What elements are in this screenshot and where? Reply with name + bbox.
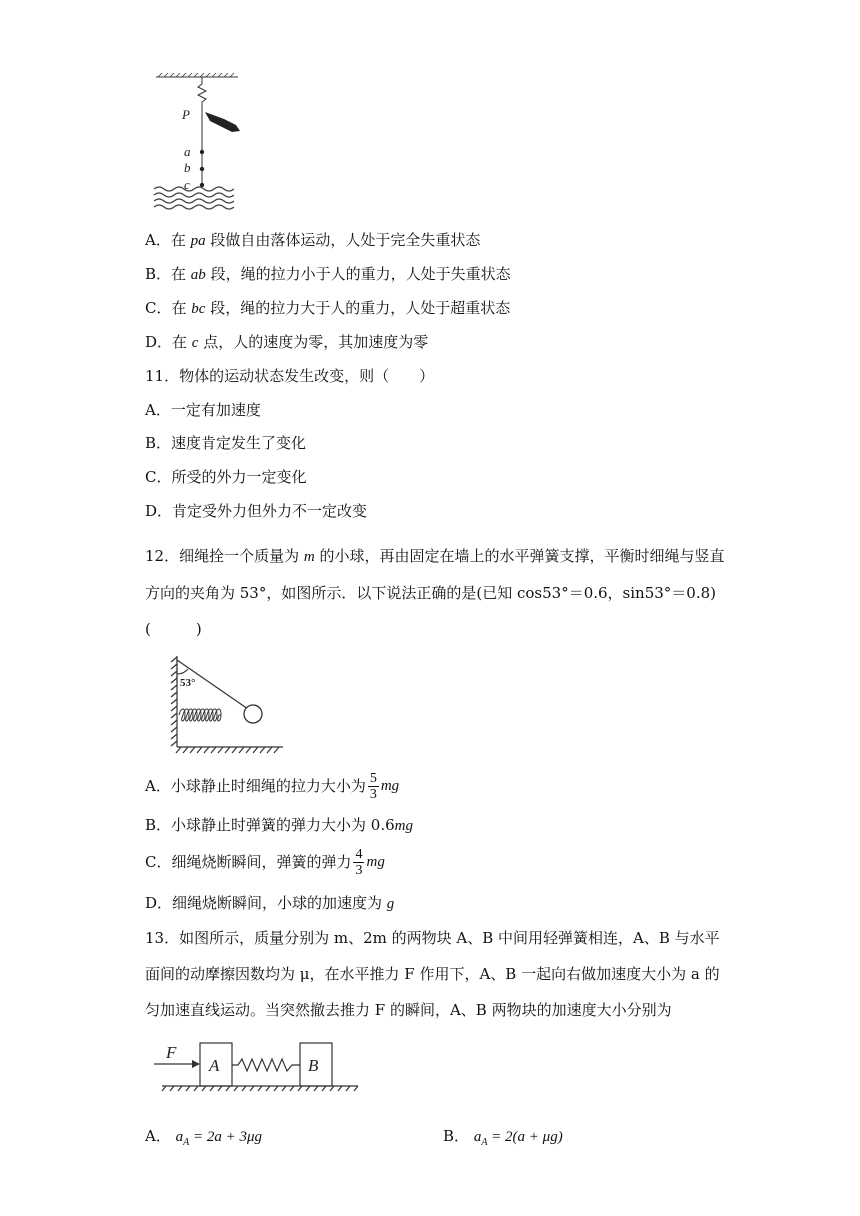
bungee-figure xyxy=(150,72,260,217)
q13-option-a-formula: $a_A = 2a + 3\mu g$ xyxy=(175,1129,263,1148)
q11-option-a: A．一定有加速度 xyxy=(145,401,261,419)
q13-stem: 13．如图所示，质量分别为 m、2m 的两物块 A、B 中间用轻弹簧相连，A、B 与水平面间的动摩擦因数均为 μ，在水平推力 F 作用下，A、B 一起向右做加速度大小为 a 的匀加速直线运动。当突然撤去推力 F 的瞬间，A、B 两物块的加速度大小分别为 xyxy=(145,929,720,1019)
label-c: c xyxy=(184,177,190,192)
q13-option-b: B． $a_A = 2(a + \mu g)$ xyxy=(443,1127,563,1148)
q12-option-b: B．小球静止时弹簧的弹力大小为 0.6mg xyxy=(145,816,413,834)
fraction-five-thirds: $\frac{5}{3}$ xyxy=(369,770,377,802)
q13-option-a: A． $a_A = 2a + 3\mu g$ xyxy=(145,1127,263,1148)
q10-option-b: B．在 ab 段，绳的拉力小于人的重力，人处于失重状态 xyxy=(145,265,511,283)
block-b-label: B xyxy=(308,1056,319,1075)
angle-label: 53° xyxy=(180,677,196,689)
blocks-figure xyxy=(150,1038,370,1093)
label-p: P xyxy=(182,107,190,122)
block-a-label: A xyxy=(209,1056,220,1075)
q11-option-b: B．速度肯定发生了变化 xyxy=(145,434,307,452)
label-b: b xyxy=(184,160,191,175)
spring-ball-figure xyxy=(165,652,295,757)
force-label: F xyxy=(166,1043,177,1062)
q10-option-a: A．在 pa 段做自由落体运动，人处于完全失重状态 xyxy=(145,231,481,249)
label-a: a xyxy=(184,144,191,159)
q12-option-d: D．细绳烧断瞬间，小球的加速度为 g xyxy=(145,894,395,912)
q12-option-c: C．细绳烧断瞬间，弹簧的弹力 $\frac{4}{3}$ mg xyxy=(145,846,385,878)
q12-stem: 12．细绳拴一个质量为 m 的小球，再由固定在墙上的水平弹簧支撑，平衡时细绳与竖直方向的夹角为 53°，如图所示．以下说法正确的是(已知 cos53°＝0.6，sin53°＝0.8) ( ) xyxy=(145,547,725,638)
q10-option-d: D．在 c 点，人的速度为零，其加速度为零 xyxy=(145,333,429,351)
q11-option-d: D．肯定受外力但外力不一定改变 xyxy=(145,502,368,520)
q10-option-c: C．在 bc 段，绳的拉力大于人的重力，人处于超重状态 xyxy=(145,299,511,317)
fraction-four-thirds: $\frac{4}{3}$ xyxy=(355,846,363,878)
q13-option-b-formula: $a_A = 2(a + \mu g)$ xyxy=(473,1129,563,1148)
q12-option-a: A．小球静止时细绳的拉力大小为 $\frac{5}{3}$ mg xyxy=(145,770,400,802)
q11-option-c: C．所受的外力一定变化 xyxy=(145,468,307,486)
q11-stem: 11．物体的运动状态发生改变，则（ ） xyxy=(145,367,435,385)
